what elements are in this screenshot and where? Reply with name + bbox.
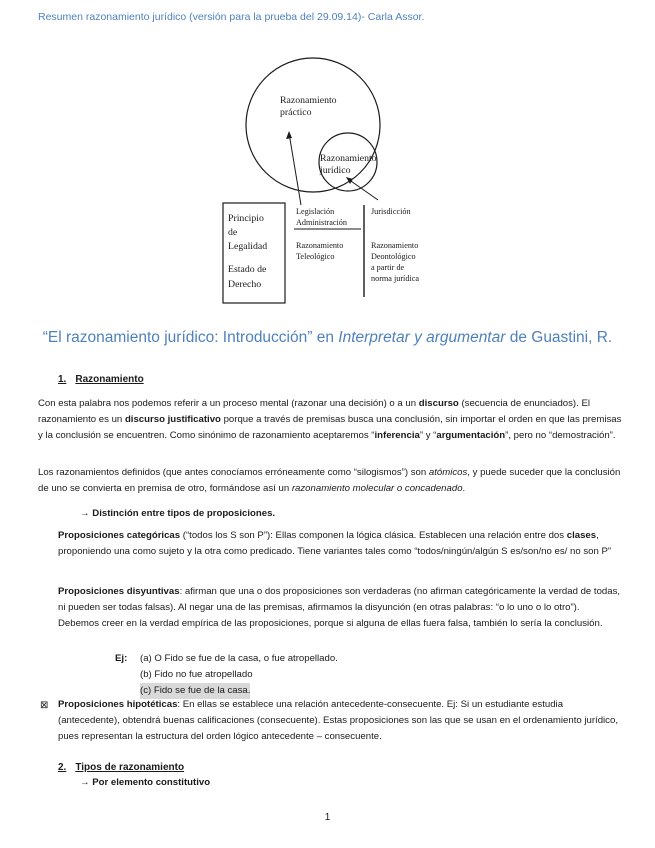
inner-label-1: Razonamiento — [320, 153, 377, 164]
outer-circle — [246, 58, 380, 192]
box-line-3: Legalidad — [228, 241, 268, 252]
col1-body-1: Razonamiento — [296, 241, 344, 250]
arrow-jurisdiction — [348, 179, 378, 200]
outer-label-2: práctico — [280, 107, 312, 118]
col2-body-2: Deontológico — [371, 252, 416, 261]
subheading-proposition-types: → Distinción entre tipos de proposiciones. — [80, 508, 276, 519]
box-line-4: Estado de — [228, 264, 267, 275]
reasoning-diagram — [220, 55, 460, 305]
document-header: Resumen razonamiento jurídico (versión para la prueba del 29.09.14)- Carla Assor. — [38, 11, 425, 23]
col2-body-3: a partir de — [371, 263, 405, 272]
arrow-legislation-head — [286, 131, 292, 139]
page-number: 1 — [324, 812, 331, 823]
example-premise-b: (b) Fido no fue atropellado — [140, 669, 253, 680]
col1-title-2: Administración — [296, 218, 347, 227]
col1-body-2: Teleológico — [296, 252, 335, 261]
subheading-constitutive-element: → Por elemento constitutivo — [80, 777, 211, 788]
paragraph-1: Con esta palabra nos podemos referir a un proceso mental (razonar una decisión) o a un discurso (secuencia de enunciados). El razonamiento es un discurso justificativo porque a través de premisas busca una conclusión, sin importar el orden en que las premisas y la conclusión se encuentren. Como sinónimo de razonamiento aceptaremos “inferencia” y “argumentación”, pero no “demostración”. — [38, 398, 622, 441]
bullet-hypothetical: Proposiciones hipotéticas: En ellas se establece una relación antecedente-consecuente. Ej: Si un estudiante estudia (antecedente), obtendrá buenas calificaciones (consecuente). Estas proposiciones son las que se usan en el ordenamiento jurídico, pues representan la estructura del orden lógico antecedente – consecuente. — [58, 699, 618, 742]
bullet-disjunctive: Proposiciones disyuntivas: afirman que una o dos proposiciones son verdaderas (no afirman categóricamente la verdad de todas, ni pueden ser todas falsas). Al negar una de las premisas, afirmamos la disyunción (en otras palabras: “o lo uno o lo otro”). Debemos creer en la verdad empírica de las proposiciones, porque si alguna de ellas fuera falsa, también lo sería la conclusión. — [58, 586, 621, 629]
box-line-2: de — [228, 227, 238, 238]
arrow-legislation — [289, 133, 301, 205]
section-heading-2: 2. Tipos de razonamiento — [58, 762, 185, 773]
col2-body-1: Razonamiento — [371, 241, 419, 250]
col1-title-1: Legislación — [296, 207, 335, 216]
example-label: Ej: — [115, 653, 128, 664]
outer-label-1: Razonamiento — [280, 95, 337, 106]
document-title: “El razonamiento jurídico: Introducción” en Interpretar y argumentar de Guastini, R. — [42, 329, 613, 346]
bullet-categorical: Proposiciones categóricas (“todos los S son P”): Ellas componen la lógica clásica. Establecen una relación entre dos clases, proponiendo una como sujeto y la otra como predicado. Tiene variantes tales como “todos/ningún/algún S es/son/no es/ no son P” — [58, 530, 612, 557]
inner-label-2: jurídico — [320, 165, 351, 176]
box-line-5: Derecho — [228, 279, 262, 290]
paragraph-2: Los razonamientos definidos (que antes conocíamos erróneamente como “silogismos”) son atómicos, y puede suceder que la conclusión de uno se convierta en premisa de otro, formándose así un razonamiento molecular o concadenado. — [38, 467, 621, 494]
example-premise-a: (a) O Fido se fue de la casa, o fue atropellado. — [140, 653, 338, 664]
col2-title: Jurisdicción — [371, 207, 411, 216]
box-line-1: Principio — [228, 213, 264, 224]
section-heading-1: 1. Razonamiento — [58, 374, 144, 385]
example-conclusion-c: (c) Fido se fue de la casa. — [140, 683, 250, 699]
col2-body-4: norma jurídica — [371, 274, 419, 283]
checkbox-icon: ⊠ — [40, 700, 49, 711]
